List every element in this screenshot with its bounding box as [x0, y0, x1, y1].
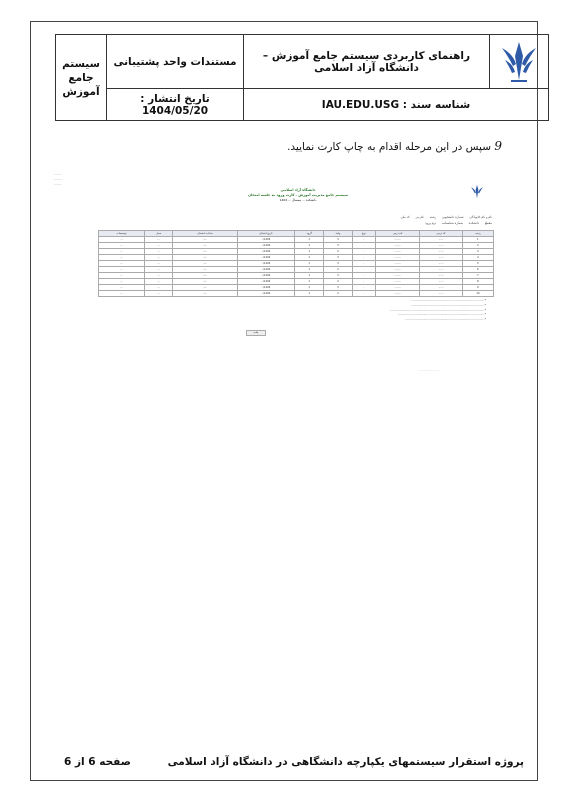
table-cell: 1: [295, 267, 324, 273]
table-cell: .: [352, 267, 375, 273]
table-cell: 3: [324, 273, 352, 279]
column-header: واحد: [324, 231, 352, 237]
table-cell: 9: [462, 285, 493, 291]
system-title: سیستم جامع مدیریت آموزش ـ کارت ورود به جلسه امتحان: [247, 193, 348, 197]
table-cell: 1404/..: [237, 255, 295, 261]
table-cell: 1: [295, 273, 324, 279]
watermark: ........................: [418, 368, 441, 372]
step-instruction: [287, 139, 502, 153]
table-cell: ..:..: [173, 261, 237, 267]
table-cell: ...: [144, 261, 172, 267]
table-cell: ........: [375, 261, 419, 267]
table-cell: ..:..: [173, 249, 237, 255]
table-cell: ......: [420, 267, 462, 273]
table-cell: ......: [420, 273, 462, 279]
table-cell: .: [352, 291, 375, 297]
iau-logo-icon: [499, 40, 539, 84]
doc-id: شناسه سند : IAU.EDU.USG: [244, 89, 549, 121]
courses-table: [98, 230, 494, 297]
table-cell: ...: [99, 267, 145, 273]
step-number: 9: [494, 139, 502, 153]
column-header: محل: [144, 231, 172, 237]
table-cell: .: [352, 279, 375, 285]
table-cell: ........: [375, 273, 419, 279]
table-row: [99, 291, 494, 297]
exam-card-screenshot: [48, 170, 498, 370]
page-number: صفحه 6 از 6: [64, 756, 131, 768]
column-header: نام درس: [375, 231, 419, 237]
table-cell: ...: [144, 267, 172, 273]
top-left-line: ........: [54, 177, 62, 181]
info-field: مقطع: [484, 221, 492, 225]
top-left-line: ........: [54, 172, 62, 176]
note-item: * ............................................................................: [411, 302, 486, 307]
table-cell: ..:..: [173, 279, 237, 285]
table-cell: 1: [295, 291, 324, 297]
column-header: ردیف: [462, 231, 493, 237]
table-cell: ...: [99, 291, 145, 297]
info-field: شماره دانشجویی: [441, 215, 464, 219]
table-cell: 1: [462, 237, 493, 243]
student-info: [90, 215, 492, 227]
doc-category: مستندات واحد پشتیبانی: [107, 35, 244, 89]
table-cell: ...: [99, 285, 145, 291]
document-header: [55, 34, 549, 121]
table-cell: .: [352, 255, 375, 261]
info-field: نام پدر: [415, 215, 424, 219]
table-cell: ...: [144, 255, 172, 261]
column-header: گروه: [295, 231, 324, 237]
table-cell: 8: [462, 279, 493, 285]
print-button[interactable]: چاپ: [246, 330, 266, 336]
table-cell: ........: [375, 291, 419, 297]
table-cell: .: [352, 285, 375, 291]
table-cell: 3: [462, 249, 493, 255]
table-cell: ......: [420, 291, 462, 297]
note-item: * ..................................................................................................: [390, 307, 486, 312]
table-cell: 10: [462, 291, 493, 297]
page-footer: [64, 756, 524, 768]
univ-name: دانشگاه آزاد اسلامی: [280, 188, 316, 192]
column-header: توضیحات: [99, 231, 145, 237]
table-cell: 3: [324, 243, 352, 249]
table-cell: ...: [99, 249, 145, 255]
top-left-line: ........: [54, 182, 62, 186]
table-cell: ......: [420, 249, 462, 255]
table-cell: ...: [99, 243, 145, 249]
note-item: * ............................................................................: [411, 298, 486, 302]
table-cell: 1404/..: [237, 285, 295, 291]
table-cell: 3: [324, 255, 352, 261]
info-field: نام و نام خانوادگی: [469, 215, 492, 219]
term-line: دانشکده ... نیمسال ... 1404: [279, 198, 317, 202]
table-cell: 1: [295, 255, 324, 261]
table-cell: 2: [462, 243, 493, 249]
table-cell: ..:..: [173, 285, 237, 291]
table-cell: ...: [99, 261, 145, 267]
table-cell: ......: [420, 243, 462, 249]
table-cell: ...: [144, 249, 172, 255]
table-cell: 1404/..: [237, 267, 295, 273]
table-cell: 2: [324, 249, 352, 255]
table-cell: ..:..: [173, 237, 237, 243]
table-cell: ...: [144, 237, 172, 243]
table-cell: 1404/..: [237, 237, 295, 243]
info-field: دانشکده: [468, 221, 480, 225]
table-cell: 1: [295, 237, 324, 243]
table-cell: 2: [324, 267, 352, 273]
table-cell: 1: [295, 261, 324, 267]
table-cell: ...: [144, 243, 172, 249]
table-cell: ...: [99, 237, 145, 243]
table-cell: ...: [99, 273, 145, 279]
table-cell: 6: [462, 267, 493, 273]
table-cell: ........: [375, 285, 419, 291]
publish-date: تاریخ انتشار : 1404/05/20: [107, 89, 244, 121]
table-cell: 1: [295, 285, 324, 291]
info-field: شماره شناسنامه: [441, 221, 463, 225]
note-item: * ..........................................................................................: [397, 312, 486, 317]
table-cell: 1404/..: [237, 243, 295, 249]
doc-title: راهنمای کاربردی سیستم جامع آموزش –دانشگاه آزاد اسلامی: [244, 35, 490, 89]
notes-list: [106, 298, 486, 322]
table-cell: ......: [420, 255, 462, 261]
table-cell: ........: [375, 267, 419, 273]
table-cell: ...: [144, 285, 172, 291]
table-cell: .: [352, 237, 375, 243]
table-cell: ........: [375, 249, 419, 255]
column-header: نوع: [352, 231, 375, 237]
table-cell: 2: [324, 279, 352, 285]
table-cell: ........: [375, 279, 419, 285]
table-cell: 1404/..: [237, 279, 295, 285]
table-cell: .: [352, 243, 375, 249]
note-item: * ..................................................................................: [405, 317, 486, 322]
university-logo: [490, 35, 549, 89]
table-cell: .: [352, 261, 375, 267]
table-cell: 1404/..: [237, 273, 295, 279]
table-cell: ..:..: [173, 291, 237, 297]
table-cell: 1: [295, 279, 324, 285]
table-cell: 3: [324, 285, 352, 291]
table-cell: ........: [375, 255, 419, 261]
table-cell: ...: [144, 291, 172, 297]
info-field: رشته: [429, 215, 437, 219]
table-cell: 7: [462, 273, 493, 279]
table-cell: .: [352, 273, 375, 279]
table-cell: 1: [295, 243, 324, 249]
table-cell: ........: [375, 237, 419, 243]
table-cell: 5: [462, 261, 493, 267]
table-cell: 1404/..: [237, 249, 295, 255]
table-cell: ......: [420, 279, 462, 285]
table-cell: ..:..: [173, 243, 237, 249]
table-cell: ...: [99, 279, 145, 285]
table-cell: ..:..: [173, 255, 237, 261]
table-cell: ...: [99, 255, 145, 261]
table-cell: 2: [324, 291, 352, 297]
table-cell: 1404/..: [237, 291, 295, 297]
table-cell: ..:..: [173, 273, 237, 279]
table-cell: 1: [295, 249, 324, 255]
info-field: کد ملی: [400, 215, 410, 219]
footer-org: پروژه استقرار سیستمهای یکپارچه دانشگاهی در دانشگاه آزاد اسلامی: [167, 756, 524, 768]
top-left-info: [54, 172, 62, 187]
table-cell: .: [352, 249, 375, 255]
table-cell: ......: [420, 261, 462, 267]
table-cell: 3: [324, 237, 352, 243]
step-text: سپس در این مرحله اقدام به چاپ کارت نمایید.: [287, 141, 492, 153]
table-cell: ........: [375, 243, 419, 249]
table-cell: ......: [420, 237, 462, 243]
column-header: کد درس: [420, 231, 462, 237]
side-title: سیستم جامع آموزش: [56, 35, 107, 121]
table-cell: ......: [420, 285, 462, 291]
table-cell: ...: [144, 279, 172, 285]
column-header: ساعت امتحان: [173, 231, 237, 237]
table-cell: 4: [462, 255, 493, 261]
info-field: ترم ورود: [425, 221, 437, 225]
card-heading: [198, 188, 398, 203]
page-border: [30, 21, 538, 781]
column-header: تاریخ امتحان: [237, 231, 295, 237]
table-cell: 1404/..: [237, 261, 295, 267]
mini-logo-icon: [470, 184, 484, 200]
table-cell: 3: [324, 261, 352, 267]
table-cell: ...: [144, 273, 172, 279]
table-cell: ..:..: [173, 267, 237, 273]
